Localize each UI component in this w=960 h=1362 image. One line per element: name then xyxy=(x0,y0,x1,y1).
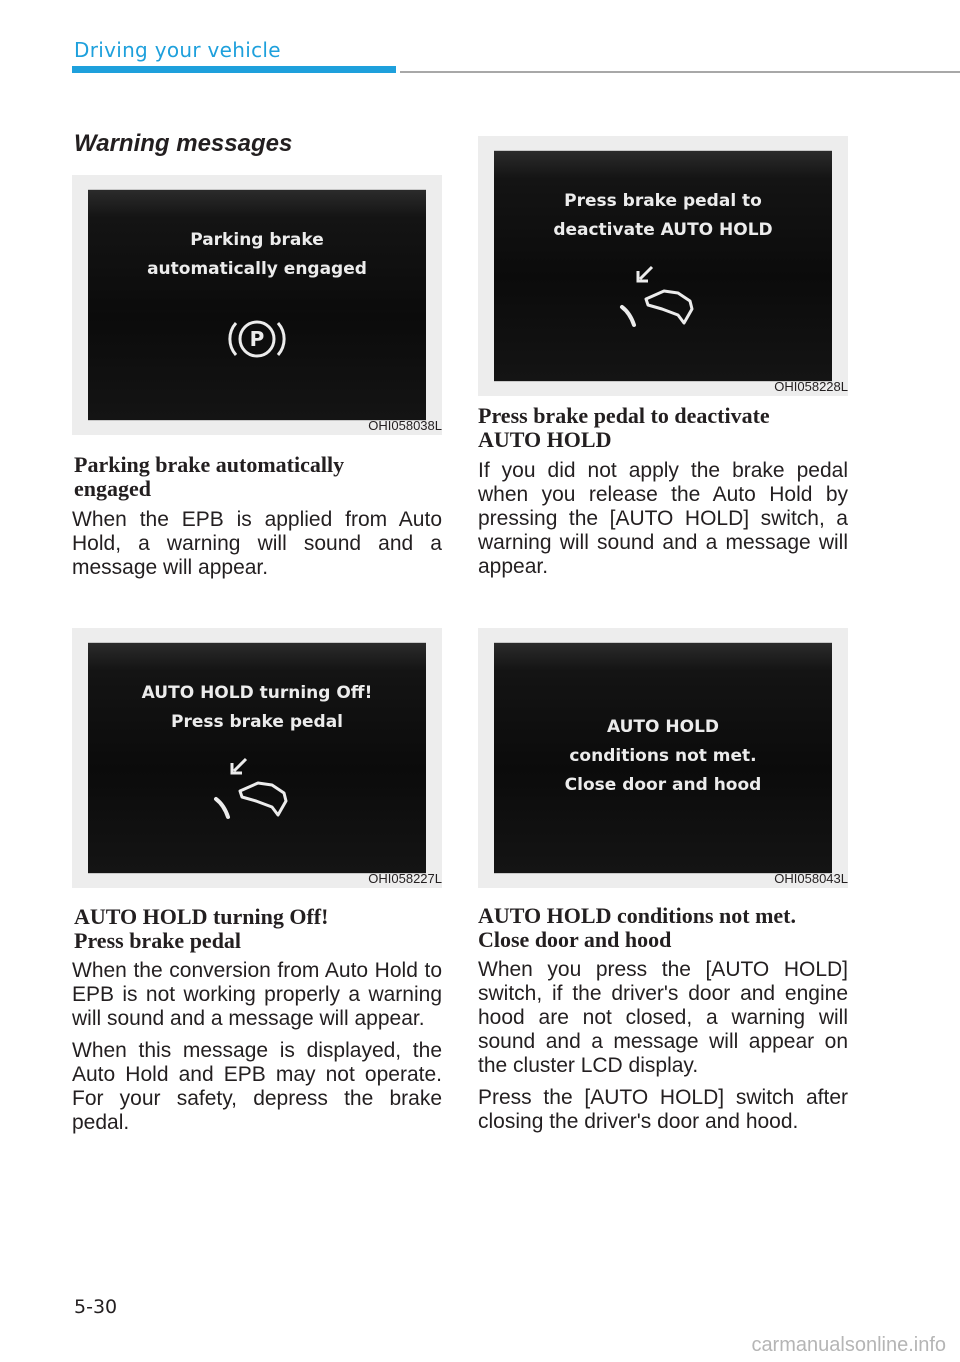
figure-deactivate-auto-hold xyxy=(478,136,848,396)
figure-code: OHI058038L xyxy=(368,418,442,433)
entry-paragraph: If you did not apply the brake pedal when you release the Auto Hold by pressing the [AUTO HOLD] switch, a warning will sound and a message will appear. xyxy=(478,459,848,578)
entry-title-line: AUTO HOLD xyxy=(478,427,612,452)
svg-text:P: P xyxy=(249,327,265,351)
entry-paragraph: When this message is displayed, the Auto Hold and EPB may not operate. For your safety, depress the brake pedal. xyxy=(72,1039,442,1134)
screen-message xyxy=(494,713,832,800)
screen-line: conditions not met. xyxy=(569,746,757,766)
screen-line: AUTO HOLD xyxy=(606,717,720,737)
entry-title-line: AUTO HOLD turning Off! xyxy=(74,904,329,929)
header-rule xyxy=(400,71,960,73)
entry-title-line: AUTO HOLD conditions not met. xyxy=(478,903,797,928)
cluster-screen xyxy=(88,189,426,421)
brake-pedal-icon xyxy=(618,261,708,333)
watermark: carmanualsonline.info xyxy=(751,1334,946,1356)
entry-body xyxy=(72,959,442,1143)
screen-line: automatically engaged xyxy=(147,259,367,279)
entry-paragraph: When you press the [AUTO HOLD] switch, if the driver's door and engine hood are not closed, a warning will sound and a message will appear on the cluster LCD display. xyxy=(478,958,848,1077)
screen-message xyxy=(88,679,426,737)
screen-line: Press brake pedal to xyxy=(564,191,762,211)
entry-paragraph: Press the [AUTO HOLD] switch after closing the driver's door and hood. xyxy=(478,1086,848,1133)
screen-line: AUTO HOLD turning Off! xyxy=(141,683,373,703)
entry-body xyxy=(72,508,442,588)
entry-title-line: Press brake pedal xyxy=(74,928,242,953)
screen-line: Parking brake xyxy=(190,230,324,250)
screen-message xyxy=(494,187,832,245)
entry-body xyxy=(478,958,848,1142)
cluster-screen xyxy=(494,642,832,874)
figure-parking-brake xyxy=(72,175,442,435)
entry-title xyxy=(74,453,444,501)
screen-message xyxy=(88,226,426,284)
screen-line: Close door and hood xyxy=(564,775,762,795)
figure-auto-hold-off xyxy=(72,628,442,888)
entry-title-line: Press brake pedal to deactivate xyxy=(478,403,770,428)
entry-title-line: Close door and hood xyxy=(478,927,672,952)
page-number: 5-30 xyxy=(74,1296,118,1318)
entry-title-line: engaged xyxy=(74,476,151,501)
screen-line: deactivate AUTO HOLD xyxy=(553,220,773,240)
entry-paragraph: When the conversion from Auto Hold to EPB is not working properly a warning will sound and a message will appear. xyxy=(72,959,442,1030)
parking-brake-icon xyxy=(226,314,288,364)
cluster-screen xyxy=(88,642,426,874)
figure-code: OHI058228L xyxy=(774,379,848,394)
figure-code: OHI058043L xyxy=(774,871,848,886)
cluster-screen xyxy=(494,150,832,382)
entry-body xyxy=(478,459,848,587)
entry-title xyxy=(478,404,848,452)
figure-code: OHI058227L xyxy=(368,871,442,886)
entry-title xyxy=(74,905,444,953)
header-accent-bar xyxy=(72,66,396,73)
brake-pedal-icon xyxy=(212,753,302,825)
entry-paragraph: When the EPB is applied from Auto Hold, a warning will sound and a message will appear. xyxy=(72,508,442,579)
screen-line: Press brake pedal xyxy=(170,712,344,732)
entry-title-line: Parking brake automatically xyxy=(74,452,345,477)
header-title: Driving your vehicle xyxy=(74,38,281,62)
entry-title xyxy=(478,904,848,952)
section-title: Warning messages xyxy=(74,130,293,157)
figure-auto-hold-conditions xyxy=(478,628,848,888)
